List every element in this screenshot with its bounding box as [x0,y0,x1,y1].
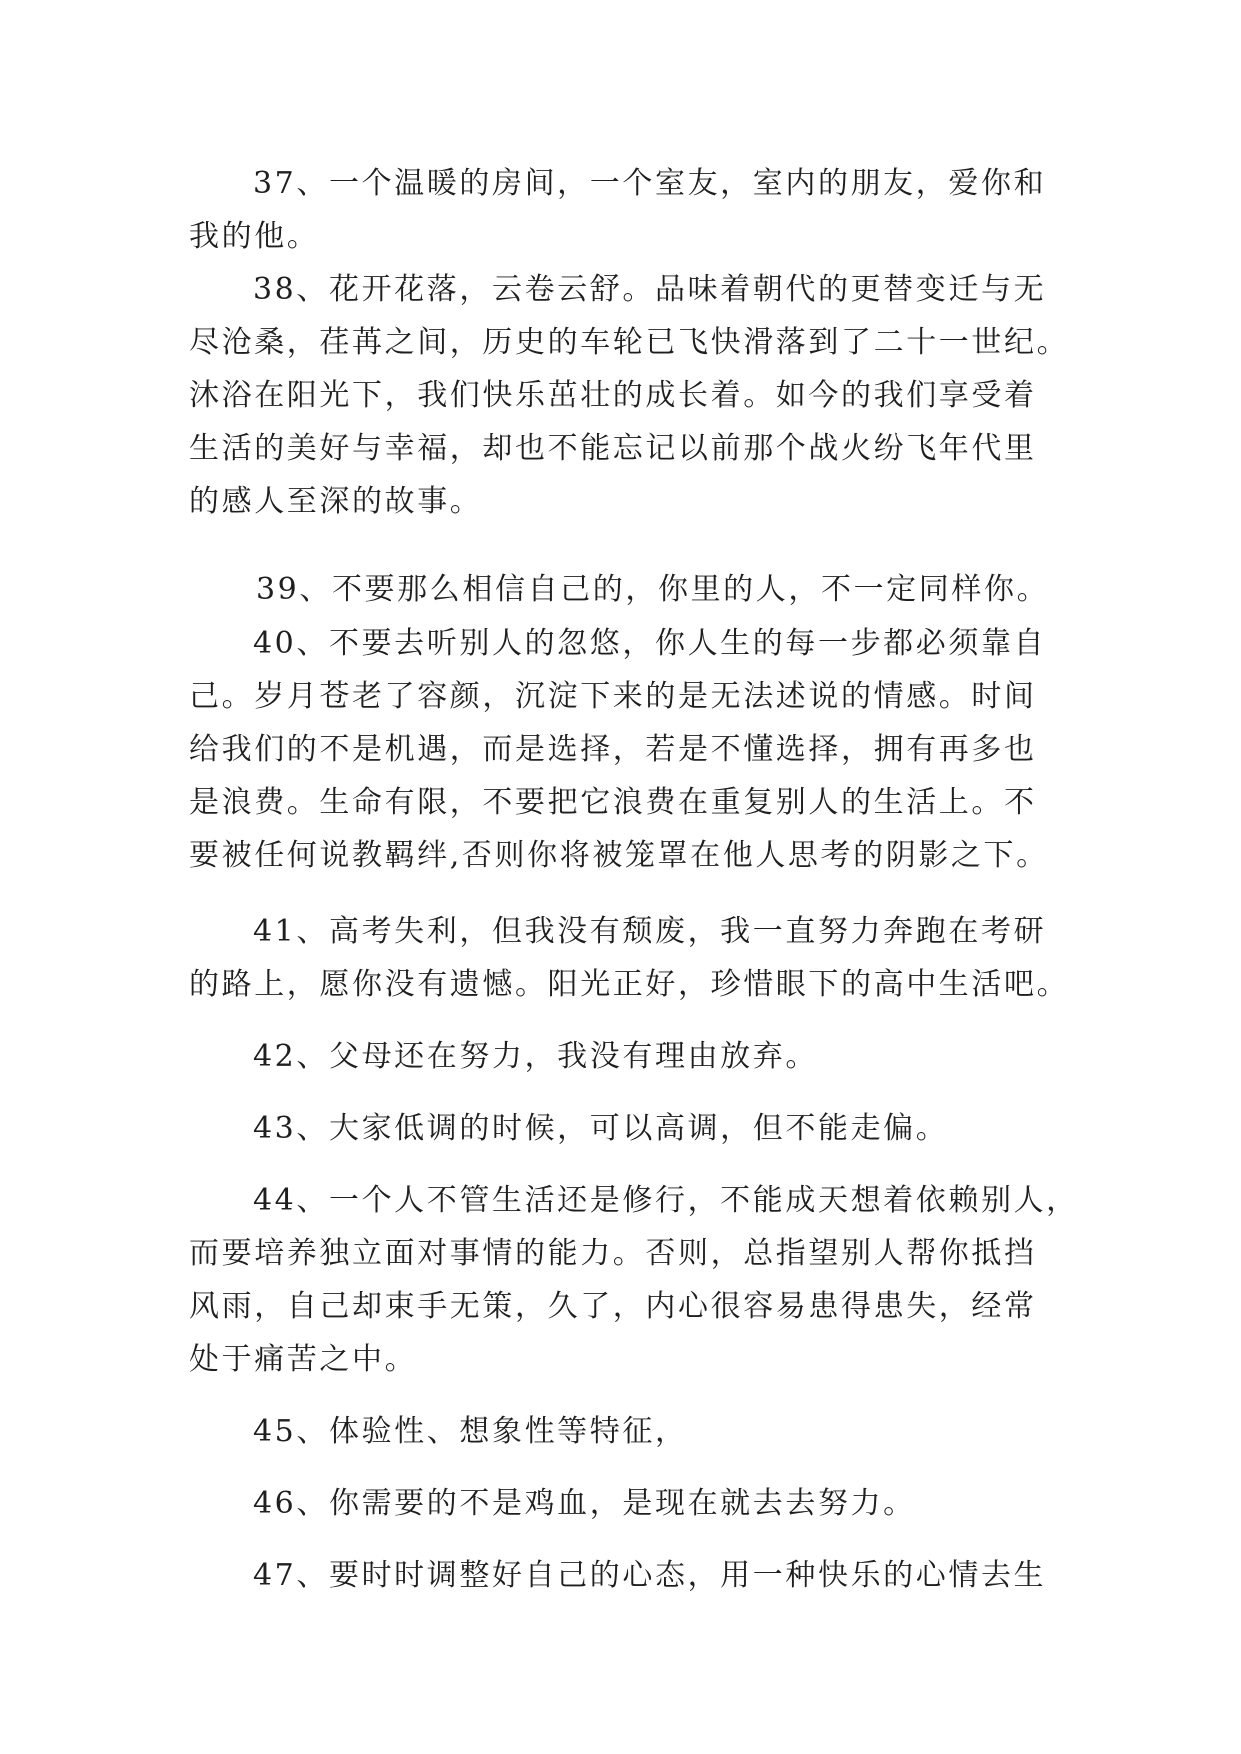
text-line: 44、一个人不管生活还是修行，不能成天想着依赖别人， [253,1183,1079,1218]
text-line: 要被任何说教羁绊,否则你将被笼罩在他人思考的阴影之下。 [189,838,1049,873]
text-line: 38、花开花落，云卷云舒。品味着朝代的更替变迁与无 [253,272,1047,307]
text-line: 的感人至深的故事。 [189,484,483,519]
text-line: 处于痛苦之中。 [189,1342,418,1377]
text-line: 是浪费。生命有限，不要把它浪费在重复别人的生活上。不 [189,785,1037,820]
text-line: 给我们的不是机遇，而是选择，若是不懂选择，拥有再多也 [189,732,1037,767]
text-line: 沐浴在阳光下，我们快乐茁壮的成长着。如今的我们享受着 [189,378,1037,413]
text-line: 43、大家低调的时候，可以高调，但不能走偏。 [253,1111,949,1146]
text-line: 42、父母还在努力，我没有理由放弃。 [253,1039,818,1074]
text-line: 40、不要去听别人的忽悠，你人生的每一步都必须靠自 [253,626,1047,661]
text-line: 而要培养独立面对事情的能力。否则，总指望别人帮你抵挡 [189,1236,1037,1271]
text-line: 风雨，自己却束手无策，久了，内心很容易患得患失，经常 [189,1289,1037,1324]
text-line: 我的他。 [189,219,320,254]
text-line: 生活的美好与幸福，却也不能忘记以前那个战火纷飞年代里 [189,431,1037,466]
text-line: 47、要时时调整好自己的心态，用一种快乐的心情去生 [253,1558,1047,1593]
text-line: 39、不要那么相信自己的，你里的人，不一定同样你。 [256,572,1050,607]
text-line: 的路上，愿你没有遗憾。阳光正好，珍惜眼下的高中生活吧。 [189,967,1070,1002]
text-line: 己。岁月苍老了容颜，沉淀下来的是无法述说的情感。时间 [189,679,1037,714]
text-line: 46、你需要的不是鸡血，是现在就去去努力。 [253,1486,916,1521]
text-line: 尽沧桑，荏苒之间，历史的车轮已飞快滑落到了二十一世纪。 [189,325,1070,360]
text-line: 45、体验性、想象性等特征， [253,1414,688,1449]
text-line: 41、高考失利，但我没有颓废，我一直努力奔跑在考研 [253,914,1047,949]
text-line: 37、一个温暖的房间，一个室友，室内的朋友，爱你和 [253,166,1047,201]
